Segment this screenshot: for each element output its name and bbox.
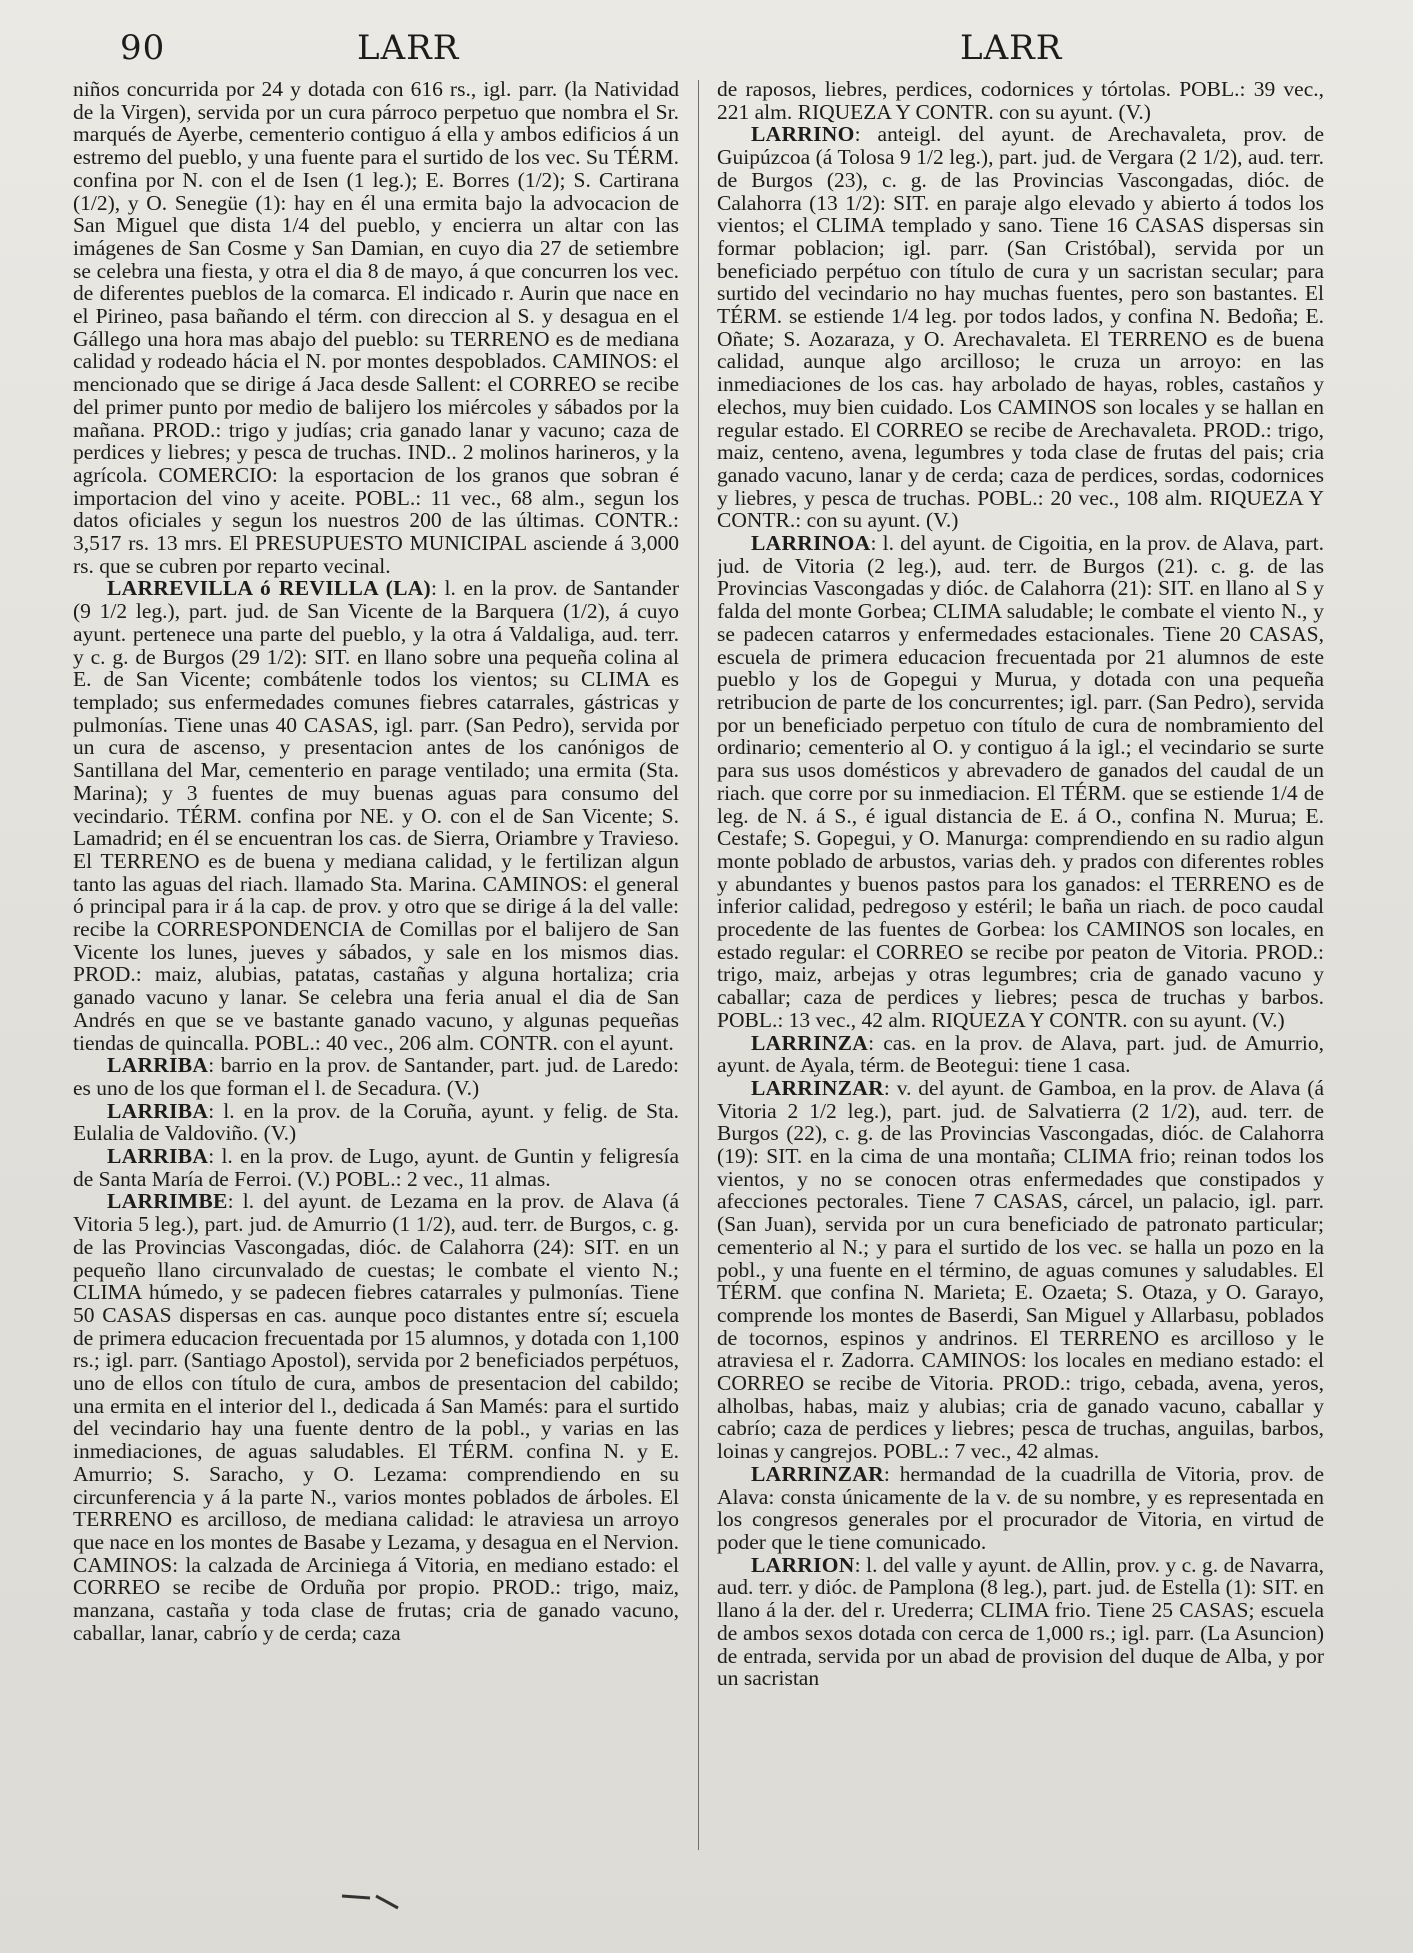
entry-headword: LARRINO — [751, 122, 855, 147]
ink-smudge — [340, 1890, 424, 1912]
entry — [73, 1190, 679, 1644]
entry-text: de raposos, liebres, perdices, codornices y tórtolas. POBL.: 39 vec., 221 alm. RIQUEZA Y CONTR. con su ayunt. (V.) — [717, 78, 1324, 124]
entry-text: : l. del valle y ayunt. de Allin, prov. y c. g. de Navarra, aud. terr. y dióc. de Pamplona (8 leg.), part. jud. de Estella (1): SIT. en llano á la der. del r. Urederra; CLIMA frio. Tiene 25 CASAS; escuela de ambos sexos dotada con cerca de 1,000 rs.; igl. parr. (La Asuncion) de entrada, servida por un abad de provision del duque de Alba, y por un sacristan — [717, 1552, 1324, 1691]
entry — [73, 577, 679, 1054]
entry-headword: LARRION — [751, 1552, 855, 1577]
entry — [73, 1054, 679, 1099]
entry — [717, 1463, 1324, 1554]
entry-headword: LARRIMBE — [107, 1189, 228, 1214]
entry — [717, 532, 1324, 1031]
entry — [73, 1100, 679, 1145]
running-head-right: LARR — [960, 28, 1063, 68]
entry-text: : v. del ayunt. de Gamboa, en la prov. de Alava (á Vitoria 2 1/2 leg.), part. jud. de Salvatierra (2 1/2), aud. terr. de Burgos (22), c. g. de las Provincias Vascongadas, dióc. de Calahorra (19): SIT. en la cima de una montaña; CLIMA frio; reinan todos los vientos, y no se conocen otras enfermedades que constipados y afecciones pectorales. Tiene 7 CASAS, cárcel, un palacio, igl. parr. (San Juan), servida por un cura beneficiado de patronato particular; cementerio al N.; y para el surtido de los vec. se halla un pozo en la pobl., y una fuente en el término, de aguas comunes y saludables. El TÉRM. que confina N. Marieta; E. Ozaeta; S. Otaza, y O. Garayo, comprende los montes de Baserdi, San Miguel y Allarbasu, poblados de tocornos, espinos y andrinos. El TERRENO es arcilloso y le atraviesa el r. Zadorra. CAMINOS: los locales en mediano estado: el CORREO se recibe de Vitoria. PROD.: trigo, cebada, avena, yeros, alholbas, habas, maiz y alubias; cria de ganado vacuno, caballar y cabrío; caza de perdices y liebres; pesca de truchas, anguilas, barbos, loinas y cangrejos. POBL.: 7 vec., 42 almas. — [717, 1075, 1324, 1464]
entry-headword: LARRIBA — [107, 1098, 209, 1123]
entry-text: niños concurrida por 24 y dotada con 616 rs., igl. parr. (la Natividad de la Virgen), servida por un cura párroco perpetuo que nombra el Sr. marqués de Ayerbe, cementerio contiguo á ella y ambos edificios á un estremo del pueblo, y una fuente para el surtido de los vec. Su TÉRM. confina por N. con el de Isen (1 leg.); E. Borres (1/2); S. Cartirana (1/2), y O. Senegüe (1): hay en él una ermita bajo la advocacion de San Miguel que dista 1/4 del pueblo, y encierra un altar con las imágenes de San Cosme y San Damian, en cuyo dia 27 de setiembre se celebra una fiesta, y otra el dia 8 de mayo, á que concurren los vec. de diferentes pueblos de la comarca. El indicado r. Aurin que nace en el Pirineo, pasa bañando el térm. con direccion al S. y desagua en el Gállego una hora mas abajo del pueblo: su TERRENO es de mediana calidad y rodeado hácia el N. por montes despoblados. CAMINOS: el mencionado que se dirige á Jaca desde Sallent: el CORREO se recibe del primer punto por medio de balijero los miércoles y sábados por la mañana. PROD.: trigo y judías; cria ganado lanar y vacuno; caza de perdices y liebres; y pesca de truchas. IND.. 2 molinos harineros, y la agrícola. COMERCIO: la esportacion de los granos que sobran é importacion del vino y aceite. POBL.: 11 vec., 68 alm., segun los datos oficiales y segun los nuestros 200 de las últimas. CONTR.: 3,517 rs. 13 mrs. El PRESUPUESTO MUNICIPAL asciende á 3,000 rs. que se cubren por reparto vecinal. — [73, 78, 679, 578]
entry-headword: LARRINZAR — [751, 1075, 884, 1100]
entry-headword: LARRIBA — [107, 1053, 209, 1078]
column-divider — [698, 80, 699, 1850]
entry-headword: LARRIBA — [107, 1144, 209, 1169]
right-column — [717, 78, 1324, 1848]
entry-headword: LARRINZAR — [751, 1461, 884, 1486]
entry-headword: LARRINOA — [751, 531, 871, 556]
page-number: 90 — [120, 28, 166, 68]
entry-text: : barrio en la prov. de Santander, part. jud. de Laredo: es uno de los que forman el l. de Secadura. (V.) — [73, 1053, 679, 1100]
entry-text: : cas. en la prov. de Alava, part. jud. de Amurrio, ayunt. de Ayala, térm. de Beotegui: tiene 1 casa. — [717, 1030, 1324, 1078]
entry — [717, 123, 1324, 532]
entry — [73, 1145, 679, 1190]
left-column — [73, 78, 679, 1848]
entry — [717, 1077, 1324, 1463]
entry-text: : l. en la prov. de Santander (9 1/2 leg.), part. jud. de San Vicente de la Barquera (1/2), á cuyo ayunt. pertenece una parte del pueblo, y la otra á Valdaliga, aud. terr. y c. g. de Burgos (29 1/2): SIT. en llano sobre una pequeña colina al E. de San Vicente; combátenle todos los vientos; su CLIMA es templado; sus enfermedades comunes fiebres catarrales, gástricas y pulmonías. Tiene unas 40 CASAS, igl. parr. (San Pedro), servida por un cura de ascenso, y presentacion antes de los canónigos de Santillana del Mar, cementerio en parage ventilado; una ermita (Sta. Marina); y 3 fuentes de muy buenas aguas para consumo del vecindario. TÉRM. confina por NE. y O. con el de San Vicente; S. Lamadrid; en él se encuentran los cas. de Sierra, Oriambre y Travieso. El TERRENO es de buena y mediana calidad, y le fertilizan algun tanto las aguas del riach. llamado Sta. Marina. CAMINOS: el general ó principal para ir á la cap. de prov. y otro que se dirige á la del valle: recibe la CORRESPONDENCIA de Comillas por el balijero de San Vicente los lunes, jueves y sábados, y sale en los mismos dias. PROD.: maiz, alubias, patatas, castañas y alguna hortaliza; cria ganado vacuno y lanar. Se celebra una feria anual el dia de San Andrés en que se ve bastante ganado vacuno, y algunas pequeñas tiendas de quincalla. POBL.: 40 vec., 206 alm. CONTR. con el ayunt. — [73, 576, 679, 1055]
entry-text: : l. en la prov. de Lugo, ayunt. de Guntin y feligresía de Santa María de Ferroi. (V.) POBL.: 2 vec., 11 almas. — [73, 1144, 679, 1191]
entry-text: : l. en la prov. de la Coruña, ayunt. y felig. de Sta. Eulalia de Valdoviño. (V.) — [73, 1098, 679, 1146]
entry-text: : l. del ayunt. de Lezama en la prov. de Alava (á Vitoria 5 leg.), part. jud. de Amurrio (1 1/2), aud. terr. de Burgos, c. g. de las Provincias Vascongadas, dióc. de Calahorra (24): SIT. en un pequeño llano circunvalado de cuestas; le combate el viento N.; CLIMA húmedo, y se padecen fiebres catarrales y pulmonías. Tiene 50 CASAS dispersas en cas. aunque poco distantes entre sí; escuela de primera educacion frecuentada por 15 alumnos, y dotada con 1,100 rs.; igl. parr. (Santiago Apostol), servida por 2 beneficiados perpétuos, uno de ellos con título de cura, ambos de presentacion del cabildo; una ermita en el interior del l., dedicada á San Mamés: para el surtido del vecindario hay una fuente dentro de la pobl., y varias en las inmediaciones, de aguas saludables. El TÉRM. confina N. y E. Amurrio; S. Saracho, y O. Lezama: comprendiendo en su circunferencia y á la parte N., varios montes poblados de árboles. El TERRENO es arcilloso, de mediana calidad: le atraviesa un arroyo que nace en los montes de Basabe y Lezama, y desagua en el Nervion. CAMINOS: la calzada de Arciniega á Vitoria, en mediano estado: el CORREO se recibe de Orduña por propio. PROD.: trigo, maiz, manzana, castaña y toda clase de frutas; cria de ganado vacuno, caballar, lanar, cabrío y de cerda; caza — [73, 1189, 679, 1645]
entry — [717, 1032, 1324, 1077]
entry-text: : anteigl. del ayunt. de Arechavaleta, prov. de Guipúzcoa (á Tolosa 9 1/2 leg.), part. jud. de Vergara (2 1/2), aud. terr. de Burgos (23), c. g. de las Provincias Vascongadas, dióc. de Calahorra (13 1/2): SIT. en paraje algo elevado y abierto á todos los vientos; el CLIMA templado y sano. Tiene 16 CASAS dispersas sin formar poblacion; igl. parr. (San Cristóbal), servida por un beneficiado perpétuo con título de cura y un sacristan secular; para surtido del vecindario no hay muchas fuentes, pero son bastantes. El TÉRM. se estiende 1/4 leg. por todos lados, y confina N. Bedoña; E. Oñate; S. Aozaraza, y O. Arechavaleta. El TERRENO es de buena calidad, aunque algo arcilloso; le cruza un arroyo: en las inmediaciones de los cas. hay arbolado de hayas, robles, castaños y elechos, muy bien cuidado. Los CAMINOS son locales y se hallan en regular estado. El CORREO se recibe de Arechavaleta. PROD.: trigo, maiz, centeno, avena, legumbres y toda clase de frutas del pais; cria ganado vacuno, lanar y de cerda; caza de perdices, sordas, codornices y liebres, y pesca de truchas. POBL.: 20 vec., 108 alm. RIQUEZA Y CONTR.: con su ayunt. (V.) — [717, 122, 1324, 533]
running-head-left: LARR — [357, 28, 460, 68]
entry — [73, 78, 679, 577]
entry-text: : hermandad de la cuadrilla de Vitoria, prov. de Alava: consta únicamente de la v. de su nombre, y es representada en los congresos generales por el procurador de Vitoria, en virtud de poder que le tiene comunicado. — [717, 1461, 1324, 1554]
entry — [717, 1554, 1324, 1690]
entry-text: : l. del ayunt. de Cigoitia, en la prov. de Alava, part. jud. de Vitoria (2 leg.), aud. terr. de Burgos (21). c. g. de las Provincias Vascongadas y dióc. de Calahorra (21): SIT. en llano al S y falda del monte Gorbea; CLIMA saludable; le combate el viento N., y se padecen catarros y enfermedades estacionales. Tiene 20 CASAS, escuela de primera educacion frecuentada por 21 alumnos de este pueblo y los de Gopegui y Murua, y dotada con una pequeña retribucion de parte de los concurrentes; igl. parr. (San Pedro), servida por un beneficiado perpetuo con título de cura de nombramiento del ordinario; cementerio al O. y contiguo á la igl.; el vecindario se surte para sus usos domésticos y abrevadero de ganados del caudal de un riach. que corre por su inmediacion. El TÉRM. que se estiende 1/4 de leg. de N. á S., é igual distancia de E. á O., confina N. Murua; E. Cestafe; S. Gopegui, y O. Manurga: comprendiendo en su radio algun monte poblado de arbustos, varias deh. y prados con diferentes robles y abundantes y buenos pastos para los ganados: el TERRENO es de inferior calidad, pedregoso y estéril; le baña un riach. de poco caudal procedente de las fuentes de Gorbea: los CAMINOS son locales, en estado regular: el CORREO se recibe por peaton de Vitoria. PROD.: trigo, maiz, arbejas y otras legumbres; cria de ganado vacuno y caballar; caza de perdices y liebres; pesca de truchas y barbos. POBL.: 13 vec., 42 alm. RIQUEZA Y CONTR. con su ayunt. (V.) — [717, 531, 1324, 1032]
entry — [717, 78, 1324, 123]
entry-headword: LARREVILLA ó REVILLA (LA) — [107, 576, 431, 601]
entry-headword: LARRINZA — [751, 1030, 869, 1055]
